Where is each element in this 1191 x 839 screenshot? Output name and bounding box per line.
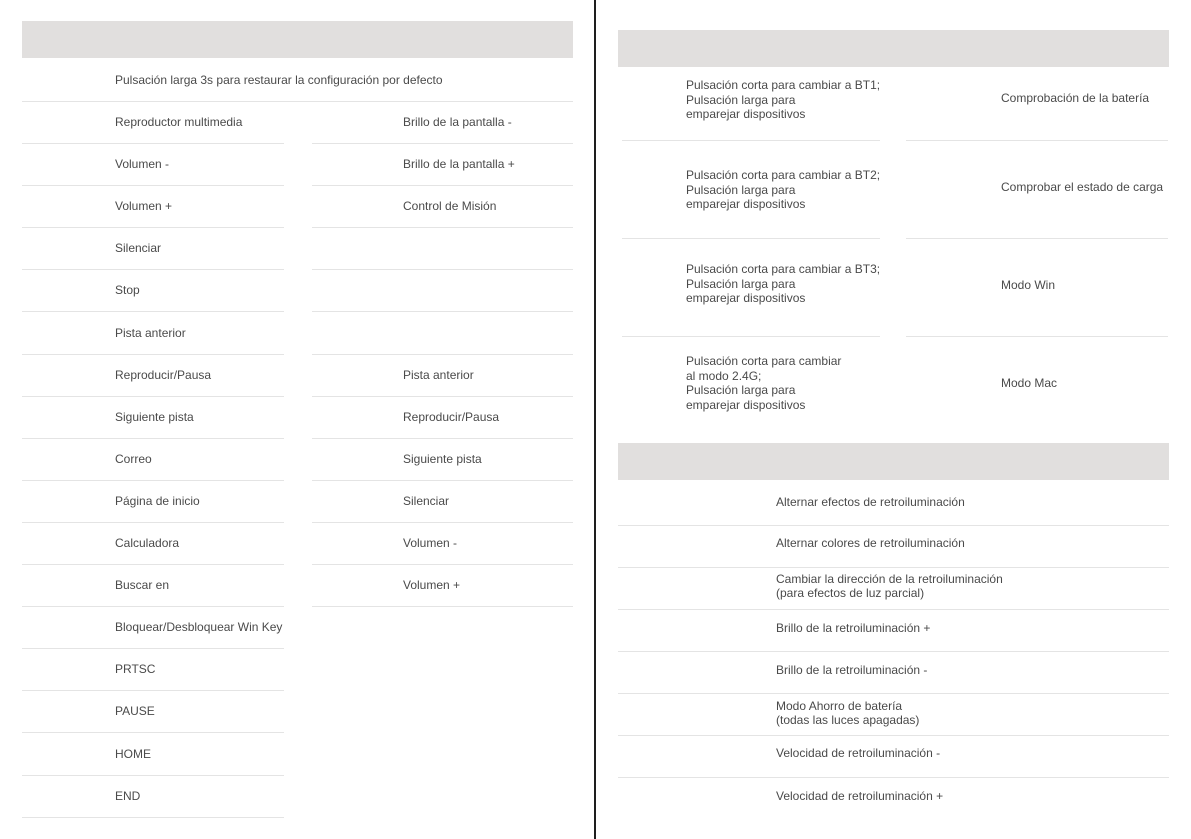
backlight-function-line: Modo Ahorro de batería: [776, 698, 903, 713]
backlight-function-line: Brillo de la retroiluminación -: [776, 662, 928, 677]
backlight-function-label: [776, 536, 965, 551]
connection-function-label: Modo Win: [1001, 278, 1056, 292]
connection-description-line: al modo 2.4G;: [686, 368, 762, 383]
function-label: Control de Misión: [403, 199, 497, 214]
function-label: Silenciar: [403, 493, 450, 508]
function-label: Volumen +: [115, 199, 173, 214]
connection-function-label: Comprobación de la batería: [1001, 91, 1150, 105]
backlight-function-line: Alternar colores de retroiluminación: [776, 535, 965, 550]
row-rule: [22, 438, 284, 439]
row-rule: [312, 564, 573, 565]
row-rule: [618, 525, 1169, 526]
function-label: HOME: [115, 746, 151, 761]
row-rule: [22, 648, 284, 649]
row-rule: [22, 311, 284, 312]
function-label: PAUSE: [115, 704, 155, 719]
function-label: Reproducir/Pausa: [403, 409, 500, 424]
backlight-function-label: [776, 663, 927, 678]
left-header-bar: [22, 21, 573, 58]
row-rule: [22, 354, 284, 355]
row-rule: [22, 817, 284, 818]
function-label: Página de inicio: [115, 493, 200, 508]
function-label: Volumen +: [403, 578, 461, 593]
connection-description: [686, 168, 880, 212]
row-rule: [906, 336, 1168, 337]
row-rule: [312, 522, 573, 523]
function-label: PRTSC: [115, 662, 156, 677]
connection-description: [686, 262, 880, 306]
connection-description: [686, 78, 880, 122]
reset-note-rule: [22, 101, 573, 102]
connection-description-line: emparejar dispositivos: [686, 397, 806, 412]
row-rule: [312, 185, 573, 186]
backlight-function-line: Velocidad de retroiluminación +: [776, 788, 944, 803]
function-label: Bloquear/Desbloquear Win Key: [115, 620, 283, 635]
function-label: Stop: [115, 283, 140, 298]
row-rule: [22, 185, 284, 186]
backlight-function-label: [776, 699, 919, 728]
row-rule: [312, 143, 573, 144]
connection-description-line: Pulsación corta para cambiar a BT3;: [686, 262, 881, 276]
connection-description-line: Pulsación corta para cambiar a BT2;: [686, 168, 881, 182]
function-label: Brillo de la pantalla -: [403, 115, 512, 129]
connection-description-line: Pulsación larga para: [686, 383, 796, 397]
backlight-function-label: [776, 746, 940, 761]
backlight-function-line: Alternar efectos de retroiluminación: [776, 494, 965, 509]
row-rule: [22, 269, 284, 270]
row-rule: [22, 522, 284, 523]
connection-description: [686, 354, 841, 412]
connection-description-line: emparejar dispositivos: [686, 291, 806, 305]
row-rule: [622, 238, 880, 239]
row-rule: [22, 564, 284, 565]
row-rule: [312, 354, 573, 355]
connection-description-line: emparejar dispositivos: [686, 197, 806, 211]
row-rule: [618, 609, 1169, 610]
function-label: Buscar en: [115, 578, 170, 593]
connection-header-bar: [618, 30, 1169, 67]
row-rule: [906, 238, 1168, 239]
backlight-function-label: [776, 495, 965, 510]
row-rule: [618, 693, 1169, 694]
row-rule: [22, 227, 284, 228]
row-rule: [622, 140, 880, 141]
backlight-function-line: (todas las luces apagadas): [776, 713, 920, 727]
row-rule: [22, 143, 284, 144]
function-label: END: [115, 788, 141, 803]
connection-function-label: Modo Mac: [1001, 376, 1058, 390]
row-rule: [618, 735, 1169, 736]
backlight-header-bar: [618, 443, 1169, 480]
row-rule: [312, 269, 573, 270]
backlight-function-label: [776, 572, 1003, 601]
row-rule: [622, 336, 880, 337]
connection-function-label: Comprobar el estado de carga: [1001, 180, 1164, 194]
function-label: Brillo de la pantalla +: [403, 157, 515, 172]
row-rule: [312, 311, 573, 312]
row-rule: [312, 438, 573, 439]
row-rule: [312, 606, 573, 607]
connection-description-line: Pulsación larga para: [686, 276, 796, 291]
function-label: Pista anterior: [403, 367, 474, 382]
backlight-function-line: Brillo de la retroiluminación +: [776, 620, 931, 635]
connection-description-line: Pulsación larga para: [686, 92, 796, 107]
row-rule: [312, 227, 573, 228]
backlight-function-line: Cambiar la dirección de la retroiluminación: [776, 571, 1003, 586]
connection-description-line: Pulsación larga para: [686, 182, 796, 197]
row-rule: [22, 396, 284, 397]
function-label: Reproducir/Pausa: [115, 367, 212, 382]
row-rule: [22, 606, 284, 607]
row-rule: [22, 732, 284, 733]
row-rule: [312, 480, 573, 481]
connection-description-line: Pulsación corta para cambiar: [686, 354, 842, 368]
row-rule: [618, 651, 1169, 652]
function-label: Volumen -: [115, 157, 170, 172]
backlight-function-label: [776, 789, 943, 804]
page-divider: [594, 0, 596, 839]
function-label: Correo: [115, 451, 152, 466]
row-rule: [618, 777, 1169, 778]
connection-description-line: Pulsación corta para cambiar a BT1;: [686, 78, 881, 92]
function-label: Calculadora: [115, 536, 180, 550]
backlight-function-line: Velocidad de retroiluminación -: [776, 745, 941, 760]
backlight-function-label: [776, 621, 930, 636]
row-rule: [22, 690, 284, 691]
row-rule: [906, 140, 1168, 141]
function-label: Volumen -: [403, 536, 458, 550]
function-label: Reproductor multimedia: [115, 115, 243, 129]
row-rule: [22, 480, 284, 481]
function-label: Siguiente pista: [403, 451, 482, 466]
backlight-function-line: (para efectos de luz parcial): [776, 586, 925, 600]
function-label: Siguiente pista: [115, 409, 194, 424]
row-rule: [312, 396, 573, 397]
function-label: Pista anterior: [115, 325, 186, 340]
connection-description-line: emparejar dispositivos: [686, 107, 806, 121]
function-label: Silenciar: [115, 241, 162, 256]
row-rule: [618, 567, 1169, 568]
row-rule: [22, 775, 284, 776]
reset-note: Pulsación larga 3s para restaurar la configuración por defecto: [115, 73, 443, 87]
